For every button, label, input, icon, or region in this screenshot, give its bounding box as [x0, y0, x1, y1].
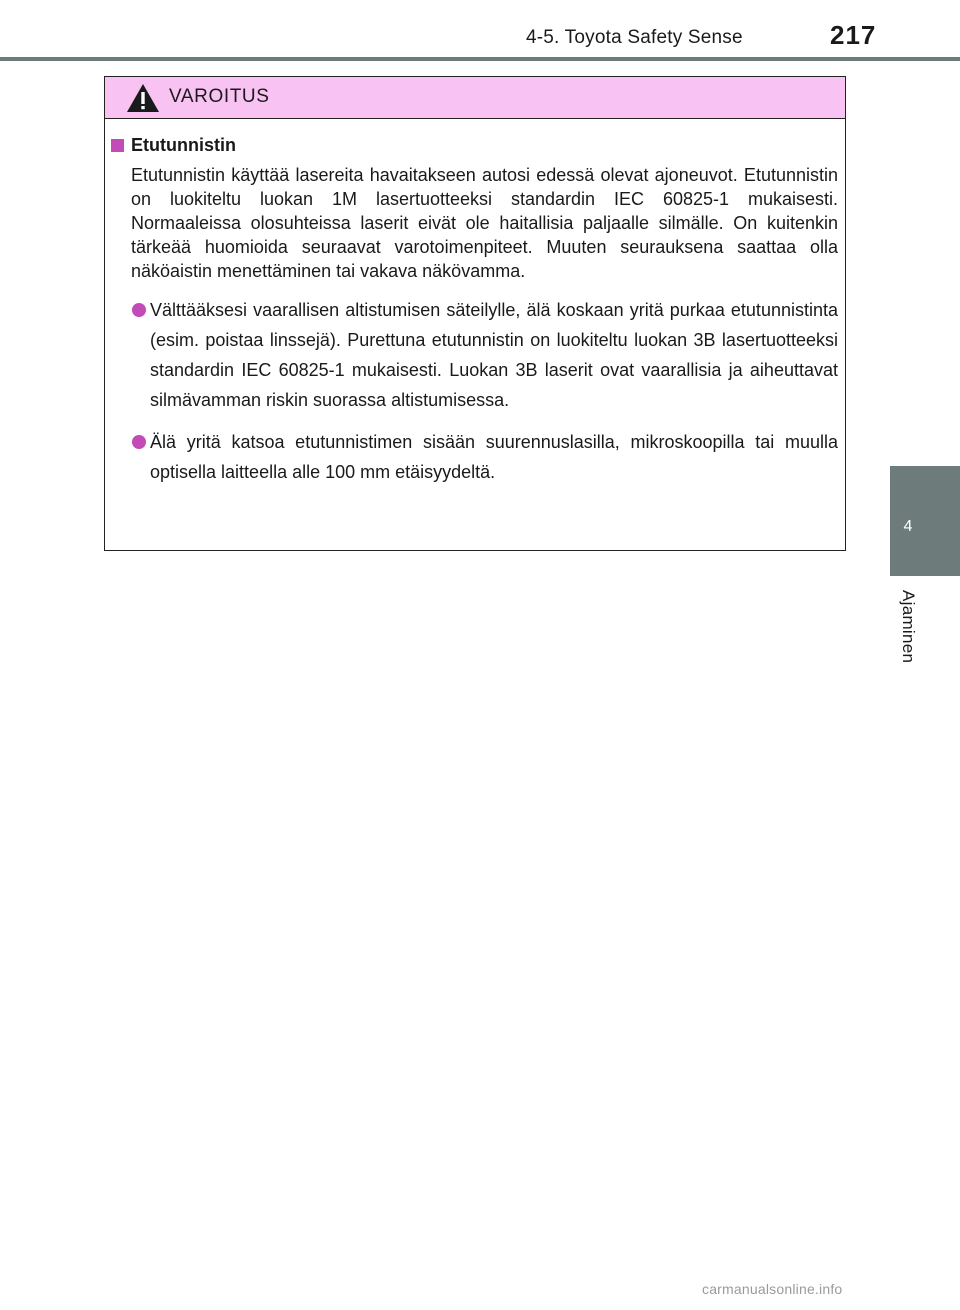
warning-title: VAROITUS — [169, 86, 270, 107]
watermark: carmanualsonline.info — [702, 1281, 843, 1297]
running-header: 4-5. Toyota Safety Sense — [526, 27, 743, 48]
chapter-label: Ajaminen — [899, 590, 918, 664]
warning-section — [111, 135, 838, 487]
chapter-tab — [890, 466, 960, 576]
bullet-dot-icon — [132, 435, 146, 449]
header-rule — [0, 57, 960, 61]
warning-triangle-icon — [126, 83, 160, 113]
list-item — [131, 427, 838, 487]
warning-box — [104, 76, 846, 551]
list-item — [131, 295, 838, 415]
section-heading-text: Etutunnistin — [131, 135, 236, 155]
chapter-number: 4 — [903, 518, 913, 535]
intro-paragraph: Etutunnistin käyttää lasereita havaitakseen autosi edessä olevat ajoneuvot. Etutunnistin on luokiteltu luokan 1M lasertuotteeksi standardin IEC 60825-1 mukaisesti. Normaaleissa olosuhteissa laserit eivät ole haitallisia paljaalle silmälle. On kuitenkin tärkeää huomioida seuraavat varotoimenpiteet. Muuten seurauksena saattaa olla näköaistin menettäminen tai vakava näkövamma. — [131, 165, 838, 281]
square-bullet-icon — [111, 139, 124, 152]
page-number: 217 — [830, 20, 877, 50]
section-heading — [111, 135, 838, 159]
warning-header — [105, 77, 845, 119]
bullet-dot-icon — [132, 303, 146, 317]
list-item-text: Älä yritä katsoa etutunnistimen sisään suurennuslasilla, mikroskoopilla tai muulla optisella laitteella alle 100 mm etäisyydeltä. — [150, 432, 838, 482]
list-item-text: Välttääksesi vaarallisen altistumisen säteilylle, älä koskaan yritä purkaa etutunnistinta (esim. poistaa linssejä). Purettuna etutunnistin on luokiteltu luokan 3B lasertuotteeksi standardin IEC 60825-1 mukaisesti. Luokan 3B laserit ovat vaarallisia ja aiheuttavat silmävamman riskin suorassa altistumisessa. — [150, 300, 838, 410]
